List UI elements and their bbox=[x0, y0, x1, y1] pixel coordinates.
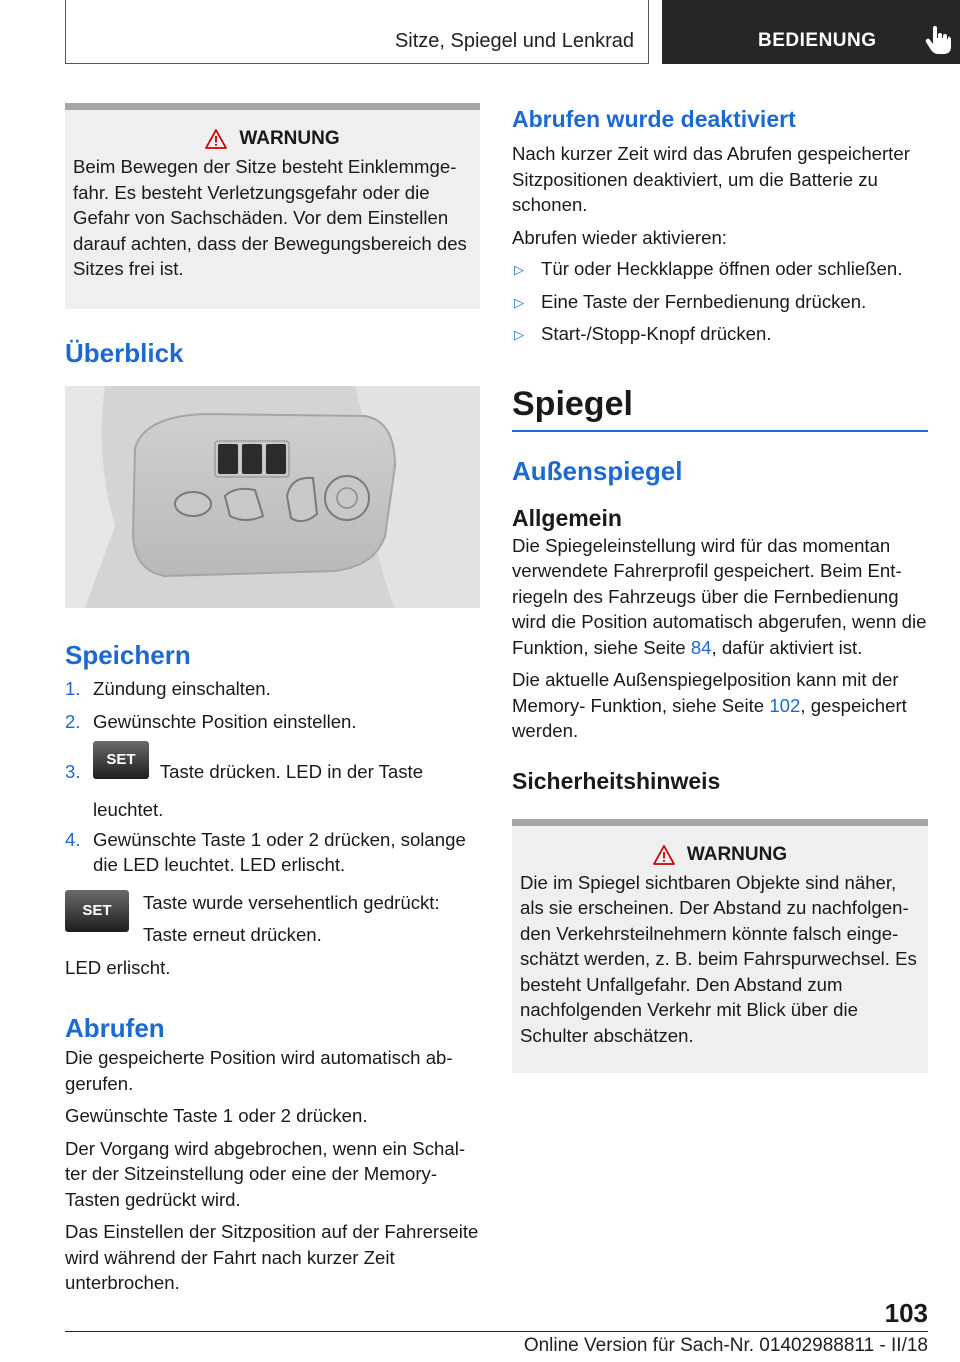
footer-text: Online Version für Sach-Nr. 01402988811 - II/18 bbox=[523, 1335, 928, 1356]
triangle-bullet-icon: ▷ bbox=[514, 294, 524, 310]
page-link-102[interactable]: 102 bbox=[769, 694, 801, 716]
general-paragraph-2: Die aktuelle Außenspiegelposition kann mit der Memory- Funktion, siehe Seite 102, gespeichert werden. bbox=[512, 669, 907, 741]
warning-box bbox=[512, 819, 928, 1073]
warning-text: Beim Bewegen der Sitze besteht Einklemmgefahr. Es besteht Verletzungsgefahr oder die Gefahr von Sachschäden. Vor dem Einstellen darauf achten, dass der Bewegungsbereich des Sitzes frei ist. bbox=[73, 156, 467, 279]
set-button-icon: SET bbox=[93, 741, 149, 779]
left-column: WARNUNG Beim Bewegen der Sitze besteht Einklemmgefahr. Es besteht Verletzungsgefahr oder die Gefahr von Sachschäden. Vor dem Einstellen darauf achten, dass der Bewegungsbereich des Sitzes frei ist. Überblick Speichern 1. Zündung einschalten. 2. Gewünschte Position einstellen. 3. SET Taste drücken. LED in der Taste leuchtet. 4. Gewünschte Taste 1 oder 2 drücken, solange die LED leuchtet. LED erlischt. SET Taste wurde versehentlich gedrückt: Taste erneut drücken. LED erlischt. Abrufen Die gespeicherte Position wird automatisch abgerufen. Gewünschte Taste 1 oder 2 drücken. Der Vorgang wird abgebrochen, wenn ein Schalter der Sitzeinstellung oder eine der Memory-Tasten gedrückt wird. Das Einstellen der Sitzposition auf der Fahrerseite wird während der Fahrt nach kurzer Zeit unterbrochen. bbox=[65, 103, 480, 1296]
warning-title: WARNUNG bbox=[520, 844, 920, 866]
header-section bbox=[65, 0, 649, 64]
warning-triangle-icon bbox=[205, 129, 227, 149]
hand-pointer-icon bbox=[924, 25, 952, 55]
deactivated-heading: Abrufen wurde deaktiviert bbox=[512, 106, 796, 132]
warning-box bbox=[65, 103, 480, 309]
overview-heading: Überblick bbox=[65, 338, 184, 368]
list-item: ▷ Start-/Stopp-Knopf drücken. bbox=[512, 321, 928, 348]
triangle-bullet-icon: ▷ bbox=[514, 262, 524, 277]
warning-title: WARNUNG bbox=[73, 128, 472, 150]
note-block: SET Taste wurde versehentlich gedrückt: Taste erneut drücken. bbox=[65, 890, 480, 948]
list-item: 4. Gewünschte Taste 1 oder 2 drücken, solange die LED leuchtet. LED erlischt. bbox=[65, 828, 466, 875]
chapter-tab-label: BEDIENUNG bbox=[758, 30, 877, 51]
section-title: Sitze, Spiegel und Lenkrad bbox=[394, 30, 634, 52]
reactivate-list bbox=[512, 256, 928, 348]
page-number: 103 bbox=[884, 1298, 928, 1328]
set-button-icon: SET bbox=[65, 890, 129, 932]
save-heading: Speichern bbox=[65, 640, 191, 670]
right-column: Abrufen wurde deaktiviert Nach kurzer Zeit wird das Abrufen gespeicherter Sitzpositionen deaktiviert, um die Batterie zu schonen. Abrufen wieder aktivieren: ▷ Tür oder Heckklappe öffnen oder schließen. ▷ Eine Taste der Fernbedienung drücken. ▷ Start-/Stopp-Knopf drücken. Spiegel Außenspiegel Allgemein Die Spiegeleinstellung wird für das momentan verwendete Fahrerprofil gespeichert. Beim Entriegeln des Fahrzeugs über die Fernbedienung wird die Position automatisch abgerufen, wenn die Funktion, siehe Seite 84, dafür aktiviert ist. Die aktuelle Außenspiegelposition kann mit der Memory- Funktion, siehe Seite 102, gespeichert werden. Sicherheitshinweis WARNUNG Die im Spiegel sichtbaren Objekte sind näher, als sie erscheinen. Der Abstand zu nachfolgenden Verkehrsteilnehmern könnte falsch eingeschätzt werden, z. B. beim Fahrspurwechsel. Es besteht Unfallgefahr. Den Abstand zum nachfolgenden Verkehr mit Blick über die Schulter abschätzen. bbox=[512, 103, 928, 1073]
warning-text: Die im Spiegel sichtbaren Objekte sind näher, als sie erscheinen. Der Abstand zu nachfolgenden Verkehrsteilnehmern könnte falsch eingeschätzt werden, z. B. beim Fahrspurwechsel. Es besteht Unfallgefahr. Den Abstand zum nachfolgenden Verkehr mit Blick über die Schulter abschätzen. bbox=[520, 871, 917, 1046]
chapter-tab[interactable] bbox=[662, 0, 960, 64]
page-link-84[interactable]: 84 bbox=[690, 636, 712, 658]
mirror-heading: Spiegel bbox=[512, 382, 928, 432]
outer-mirror-heading: Außenspiegel bbox=[512, 455, 683, 486]
list-item: 3. SET Taste drücken. LED in der Taste leuchtet. bbox=[65, 741, 480, 805]
general-heading: Allgemein bbox=[512, 504, 622, 531]
seat-panel-illustration bbox=[65, 386, 480, 608]
safety-heading: Sicherheitshinweis bbox=[512, 767, 721, 794]
list-item: 1. Zündung einschalten. bbox=[65, 678, 271, 699]
list-item: 2. Gewünschte Position einstellen. bbox=[65, 710, 357, 732]
triangle-bullet-icon: ▷ bbox=[514, 327, 524, 342]
general-paragraph-1: Die Spiegeleinstellung wird für das momentan verwendete Fahrerprofil gespeichert. Beim Entriegeln des Fahrzeugs über die Fernbedienung wird die Position automatisch abgerufen, wenn die Funktion, siehe Seite 84, dafür aktiviert ist. bbox=[512, 534, 927, 658]
list-item: ▷ Eine Taste der Fernbedienung drücken. bbox=[512, 289, 928, 316]
seat-controls-image bbox=[65, 386, 480, 608]
list-item: ▷ Tür oder Heckklappe öffnen oder schließen. bbox=[512, 256, 928, 283]
recall-heading: Abrufen bbox=[65, 1013, 165, 1043]
footer-divider bbox=[65, 1331, 928, 1332]
save-steps bbox=[65, 676, 480, 878]
warning-triangle-icon bbox=[653, 845, 675, 865]
